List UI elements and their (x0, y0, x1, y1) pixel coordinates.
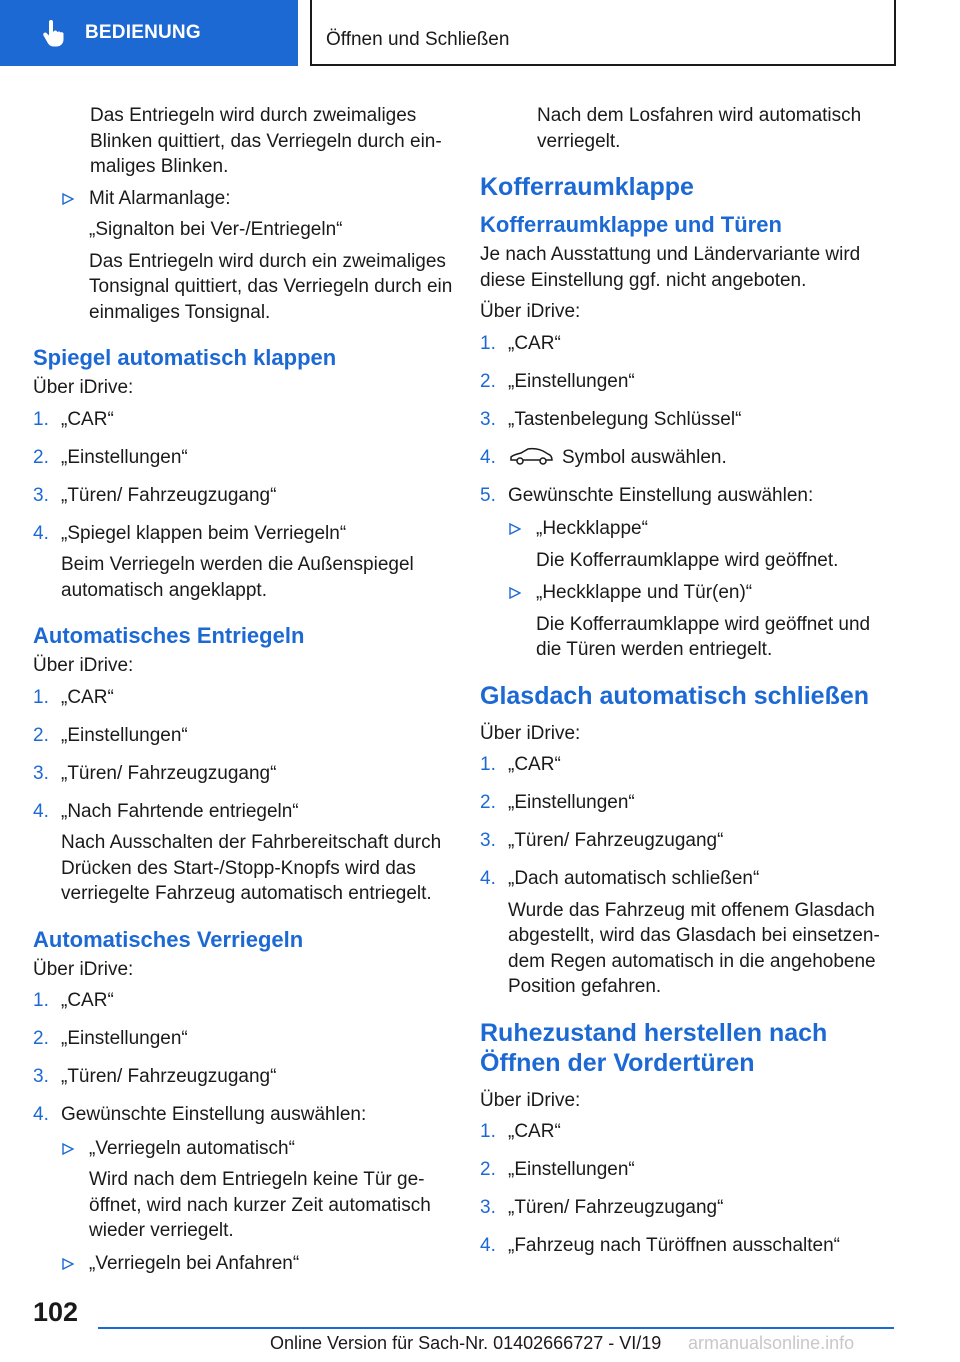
step-text: „Einstellungen“ (61, 1028, 188, 1049)
step-number: 3. (33, 762, 49, 784)
list-item (33, 761, 453, 793)
header-right-divider (894, 0, 896, 66)
step-number: 3. (33, 484, 49, 506)
step-number: 4. (33, 522, 49, 544)
list-item (61, 186, 453, 326)
mirror-intro: Über iDrive: (33, 377, 134, 398)
list-item (33, 1102, 453, 1283)
alarm-quote: „Signalton bei Ver-/Entriegeln“ (89, 219, 343, 240)
step-text: „CAR“ (61, 408, 114, 430)
step-text: „CAR“ (508, 754, 561, 775)
list-item (480, 866, 900, 1000)
list-item (508, 516, 900, 573)
step-text: „Spiegel klappen beim Verriegeln“ (61, 522, 347, 544)
step-text: „Türen/ Fahrzeugzugang“ (61, 484, 277, 506)
unlock-intro: Über iDrive: (33, 655, 134, 676)
step-text: „Tastenbelegung Schlüssel“ (508, 408, 742, 430)
step-text: „Türen/ Fahrzeugzugang“ (61, 1066, 277, 1087)
lock-intro: Über iDrive: (33, 958, 134, 980)
trunk-heading: Kofferraumklappe (480, 173, 694, 201)
option-label: „Heckklappe“ (536, 518, 648, 539)
list-item (33, 521, 453, 604)
hand-pointer-icon (38, 18, 68, 48)
alarm-description: Das Entriegeln wird durch ein zweimaliges Tonsignal quittiert, das Verriegeln durch ein einmaliges Tonsignal. (89, 250, 453, 323)
step-description: Beim Verriegeln werden die Außenspiegel automatisch angeklappt. (61, 554, 414, 601)
option-label: „Heckklappe und Tür(en)“ (536, 582, 753, 603)
list-item (508, 580, 900, 663)
option-description: Die Kofferraumklappe wird geöffnet und die Türen werden entriegelt. (536, 613, 871, 660)
step-number: 3. (33, 1066, 49, 1087)
step-text: „Einstellungen“ (508, 1159, 635, 1180)
triangle-bullet-icon (509, 523, 521, 535)
list-item (61, 1136, 453, 1244)
alarm-item-label: Mit Alarmanlage: (89, 187, 231, 209)
lock-steps (33, 988, 453, 1283)
step-number: 4. (33, 1104, 49, 1125)
header-divider (310, 0, 312, 66)
step-number: 1. (33, 686, 49, 708)
step-number: 4. (480, 1235, 496, 1256)
option-description: Wird nach dem Entriegeln keine Tür geöffnet, wird nach kurzer Zeit automatisch wieder verriegelt. (89, 1169, 431, 1241)
rest-intro: Über iDrive: (480, 1089, 581, 1111)
step-number: 1. (33, 408, 49, 430)
list-item (480, 1119, 900, 1151)
intro-continuation: Das Entriegeln wird durch zweimaliges Blinken quittiert, das Verriegeln durch einmaliges Blinken. (90, 105, 442, 177)
step-text: „Einstellungen“ (508, 370, 635, 392)
list-item (33, 988, 453, 1020)
list-item (480, 483, 900, 663)
header-underline (310, 64, 896, 66)
step-number: 3. (480, 1197, 496, 1218)
rest-steps (480, 1119, 900, 1265)
page-title: Öffnen und Schließen (326, 29, 510, 50)
step-number: 5. (480, 484, 496, 506)
step-number: 4. (480, 868, 496, 889)
list-item (61, 1251, 453, 1283)
step-number: 2. (33, 724, 49, 746)
list-item (480, 407, 900, 439)
list-item (480, 790, 900, 822)
alarm-list (61, 186, 453, 326)
list-item (33, 1026, 453, 1058)
trunk-note: Je nach Ausstattung und Ländervariante wird diese Einstellung ggf. nicht angeboten. (480, 244, 861, 291)
watermark: armanualsonline.info (688, 1333, 855, 1353)
triangle-bullet-icon (62, 193, 74, 205)
step-text: „Nach Fahrtende entriegeln“ (61, 800, 299, 822)
triangle-bullet-icon (62, 1143, 74, 1155)
trunk-intro: Über iDrive: (480, 301, 581, 322)
list-item (480, 445, 900, 477)
step-text: „CAR“ (61, 686, 114, 708)
trunk-options (508, 516, 900, 663)
step-number: 1. (33, 990, 49, 1011)
list-item (480, 331, 900, 363)
step-text: „Einstellungen“ (61, 724, 188, 746)
unlock-steps (33, 685, 453, 907)
section-label: BEDIENUNG (85, 22, 201, 43)
step-text: „Einstellungen“ (61, 446, 188, 468)
option-description: Die Kofferraumklappe wird geöffnet. (536, 549, 839, 571)
left-column (33, 103, 453, 1290)
step-number: 4. (33, 800, 49, 822)
step-text: Gewünschte Einstellung auswählen: (508, 484, 814, 506)
list-item (480, 369, 900, 401)
list-item (33, 483, 453, 515)
rest-heading-line2: Öffnen der Vordertüren (480, 1048, 755, 1077)
sunroof-steps (480, 752, 900, 1000)
step-number: 2. (33, 446, 49, 468)
list-item (33, 723, 453, 755)
list-item (33, 407, 453, 439)
list-item (480, 1233, 900, 1265)
trunk-steps (480, 331, 900, 663)
list-item (33, 685, 453, 717)
triangle-bullet-icon (62, 1258, 74, 1270)
list-item (33, 799, 453, 907)
lock-heading: Automatisches Verriegeln (33, 926, 304, 952)
step-text: Gewünschte Einstellung auswählen: (61, 1104, 367, 1125)
step-number: 4. (480, 446, 496, 468)
step-text: „Türen/ Fahrzeugzugang“ (508, 1197, 724, 1218)
step-text: Symbol auswählen. (562, 446, 727, 468)
sunroof-intro: Über iDrive: (480, 722, 581, 744)
step-text: „CAR“ (508, 1121, 561, 1142)
step-text: „CAR“ (61, 990, 114, 1011)
sunroof-heading: Glasdach automatisch schließen (480, 681, 870, 710)
step-description: Nach Ausschalten der Fahrbereitschaft durch Drücken des Start-/Stopp-Knopfs wird das verriegelte Fahrzeug automatisch entriegelt. (61, 832, 442, 904)
list-item (33, 1064, 453, 1096)
step-description: Wurde das Fahrzeug mit offenem Glasdach abgestellt, wird das Glasdach bei einsetzendem Regen automatisch in die angehobene Position gefahren. (508, 899, 880, 997)
step-number: 2. (33, 1028, 49, 1049)
lock-option2-description: Nach dem Losfahren wird automatisch verriegelt. (537, 105, 862, 152)
footer-line (98, 1327, 894, 1329)
mirror-heading: Spiegel automatisch klappen (33, 345, 337, 370)
step-text: „Türen/ Fahrzeugzugang“ (508, 830, 724, 851)
list-item (480, 1195, 900, 1227)
step-number: 1. (480, 332, 496, 354)
right-column (480, 103, 900, 1271)
triangle-bullet-icon (509, 587, 521, 599)
step-number: 1. (480, 754, 496, 775)
step-number: 2. (480, 1159, 496, 1180)
section-tab (0, 0, 298, 66)
page-number: 102 (33, 1297, 79, 1327)
list-item (33, 445, 453, 477)
step-text: „Türen/ Fahrzeugzugang“ (61, 762, 277, 784)
step-number: 1. (480, 1121, 496, 1142)
step-text: „CAR“ (508, 332, 561, 354)
unlock-heading: Automatisches Entriegeln (33, 623, 305, 648)
step-number: 2. (480, 792, 496, 813)
list-item (480, 828, 900, 860)
lock-options (61, 1136, 453, 1283)
step-number: 2. (480, 370, 496, 392)
mirror-steps (33, 407, 453, 604)
step-number: 3. (480, 408, 496, 430)
step-text: „Einstellungen“ (508, 792, 635, 813)
option-label: „Verriegeln automatisch“ (89, 1137, 295, 1159)
rest-heading (480, 1018, 900, 1078)
rest-heading-line1: Ruhezustand herstellen nach (480, 1018, 828, 1047)
list-item (480, 1157, 900, 1189)
footer-online-version: Online Version für Sach-Nr. 01402666727 - VI/19 (270, 1333, 662, 1353)
step-number: 3. (480, 830, 496, 851)
step-text: „Fahrzeug nach Türöffnen ausschalten“ (508, 1235, 840, 1256)
trunk-subheading: Kofferraumklappe und Türen (480, 212, 782, 237)
list-item (480, 752, 900, 784)
step-text: „Dach automatisch schließen“ (508, 868, 760, 889)
car-icon (508, 446, 554, 466)
option-label: „Verriegeln bei Anfahren“ (89, 1252, 300, 1274)
